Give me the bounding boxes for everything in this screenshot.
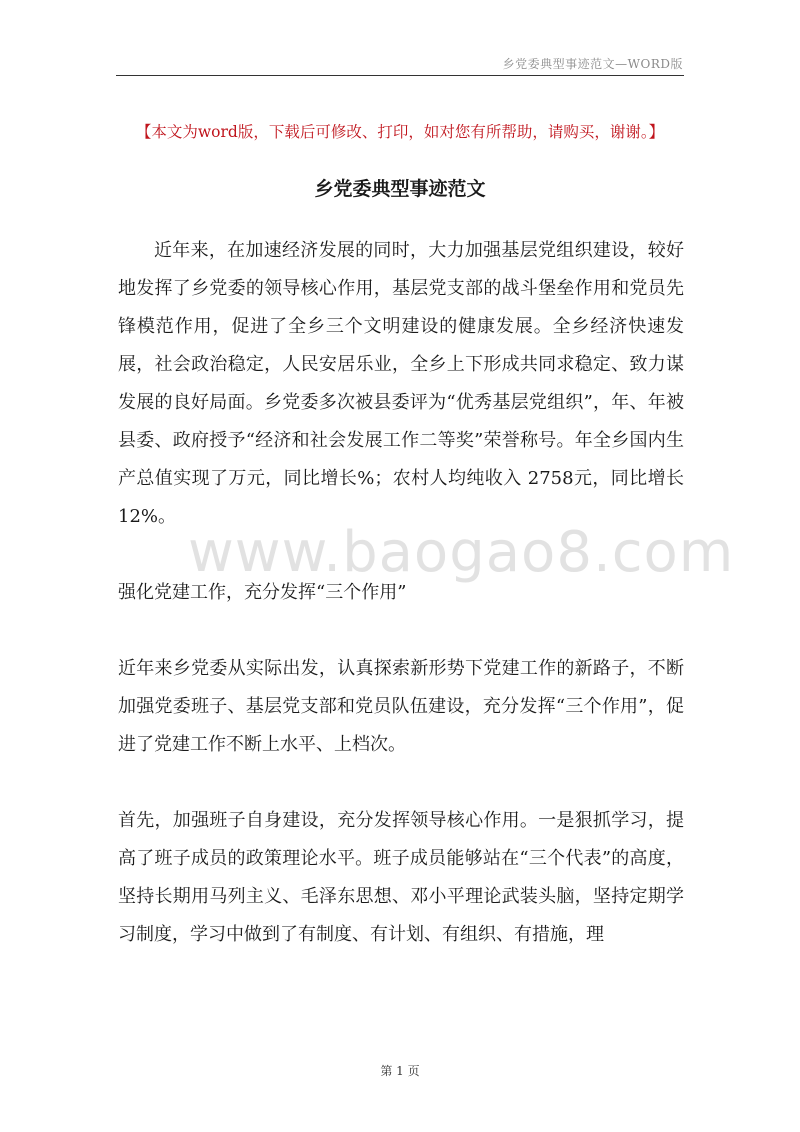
watermark: www.baogao8.com <box>188 520 735 585</box>
paragraph-intro: 近年来，在加速经济发展的同时，大力加强基层党组织建设，较好地发挥了乡党委的领导核心作用，基层党支部的战斗堡垒作用和党员先锋模范作用，促进了全乡三个文明建设的健康发展。全乡经济快速发展，社会政治稳定，人民安居乐业，全乡上下形成共同求稳定、致力谋发展的良好局面。乡党委多次被县委评为“优秀基层党组织”，年、年被县委、政府授予“经济和社会发展工作二等奖”荣誉称号。年全乡国内生产总值实现了万元，同比增长%；农村人均纯收入 2758元，同比增长12%。 <box>118 240 684 527</box>
section-heading: 强化党建工作，充分发挥“三个作用” <box>118 582 407 603</box>
purchase-notice: 【本文为word版，下载后可修改、打印，如对您有所帮助，请购买，谢谢。】 <box>135 123 665 141</box>
document-body <box>118 232 735 954</box>
header-divider <box>116 75 684 76</box>
page-number: 第 1 页 <box>380 1064 420 1078</box>
running-header: 乡党委典型事迹范文—WORD版 <box>502 57 683 71</box>
document-title: 乡党委典型事迹范文 <box>314 178 486 200</box>
paragraph-leadership: 首先，加强班子自身建设，充分发挥领导核心作用。一是狠抓学习，提高了班子成员的政策理论水平。班子成员能够站在“三个代表”的高度，坚持长期用马列主义、毛泽东思想、邓小平理论武装头脑，坚持定期学习制度，学习中做到了有制度、有计划、有组织、有措施，理 <box>118 810 684 945</box>
paragraph-party-building: 近年来乡党委从实际出发，认真探索新形势下党建工作的新路子，不断加强党委班子、基层党支部和党员队伍建设，充分发挥“三个作用”，促进了党建工作不断上水平、上档次。 <box>118 658 684 755</box>
